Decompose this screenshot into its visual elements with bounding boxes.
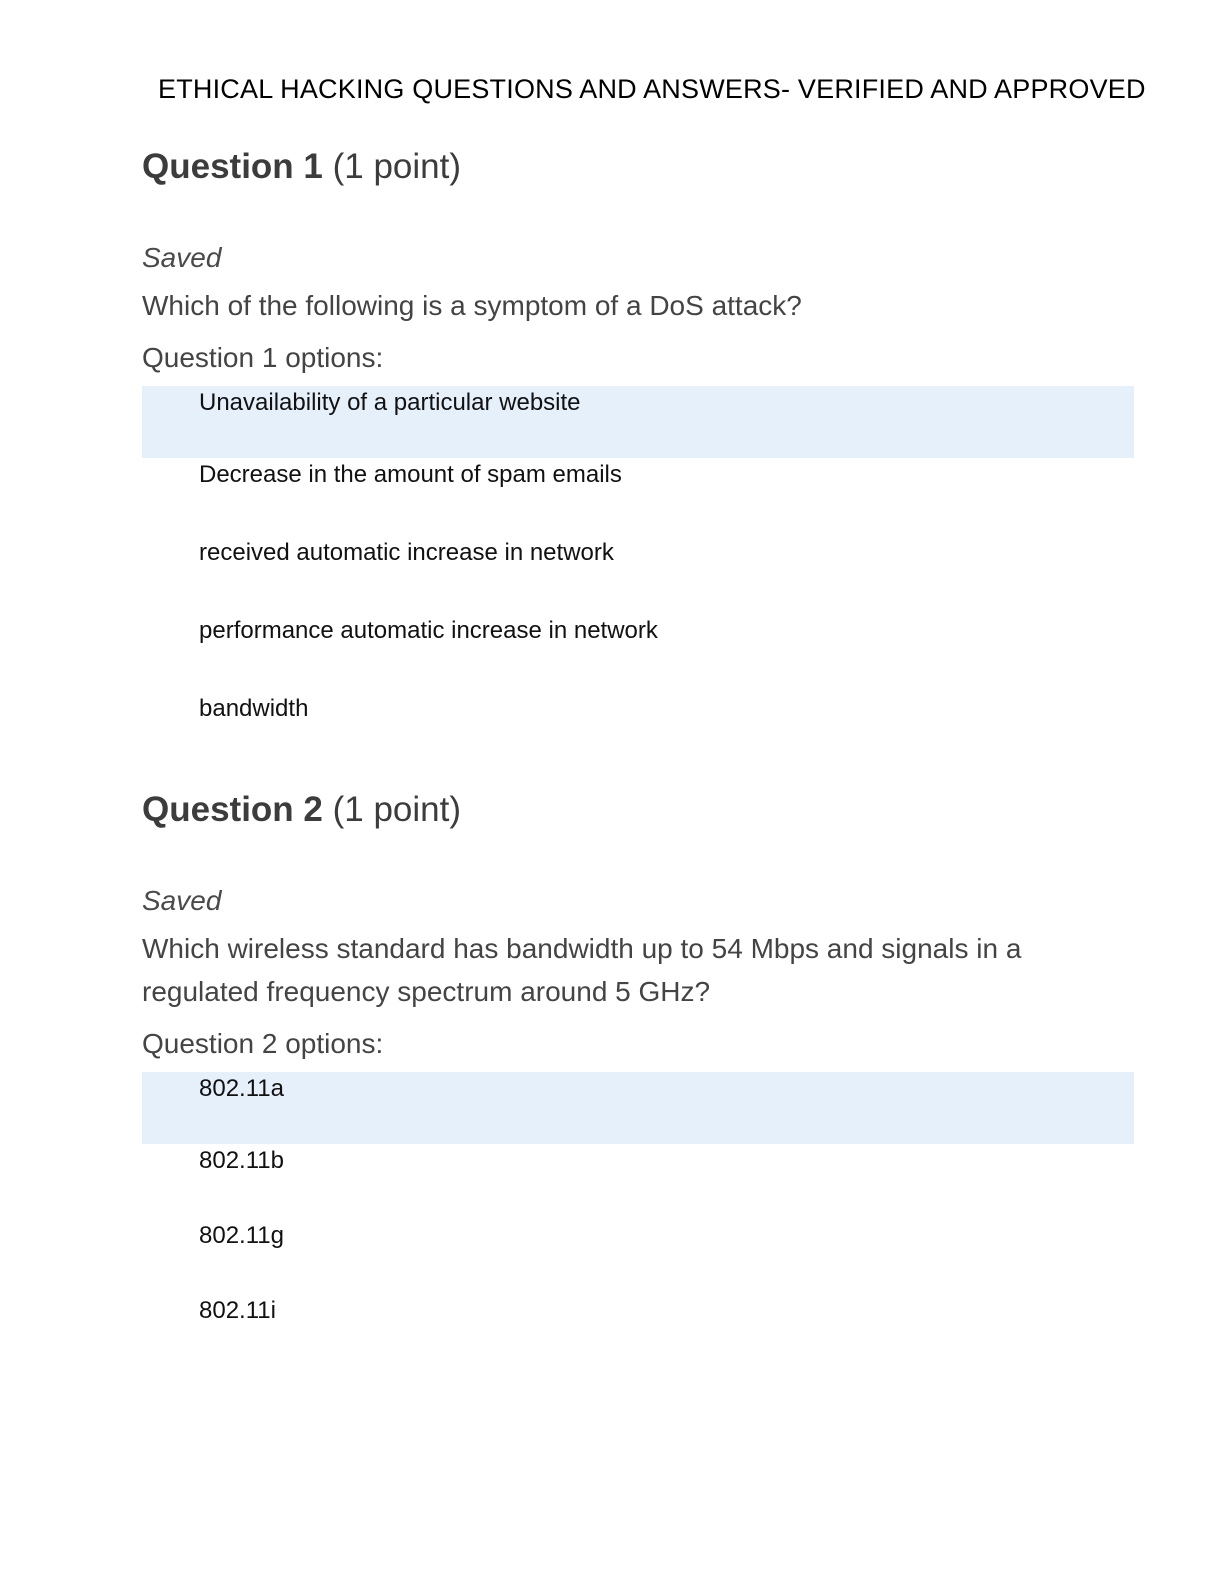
option-4[interactable]: performance automatic increase in network bbox=[199, 617, 658, 644]
question-options-label: Question 2 options: bbox=[142, 1028, 384, 1059]
question-heading bbox=[142, 789, 1134, 831]
option-1[interactable]: 802.11a bbox=[142, 1072, 1134, 1144]
option-3[interactable]: 802.11g bbox=[199, 1222, 284, 1249]
options-list bbox=[142, 1072, 1134, 1369]
option-5[interactable]: bandwidth bbox=[199, 695, 309, 722]
question-points: (1 point) bbox=[332, 147, 462, 186]
option-4[interactable]: 802.11i bbox=[199, 1297, 276, 1324]
question-heading bbox=[142, 146, 1134, 188]
question-number: Question 2 bbox=[142, 790, 323, 829]
document-title: ETHICAL HACKING QUESTIONS AND ANSWERS- VERIFIED AND APPROVED bbox=[158, 74, 1146, 104]
question-status: Saved bbox=[142, 885, 222, 916]
question-options-label: Question 1 options: bbox=[142, 342, 384, 373]
question-2 bbox=[142, 789, 1134, 1369]
question-text: Which of the following is a symptom of a DoS attack? bbox=[142, 290, 802, 321]
question-text: Which wireless standard has bandwidth up to 54 Mbps and signals in a regulated frequency spectrum around 5 GHz? bbox=[142, 933, 1022, 1007]
option-2[interactable]: 802.11b bbox=[199, 1147, 284, 1174]
options-list bbox=[142, 386, 1134, 770]
option-1[interactable]: Unavailability of a particular website bbox=[142, 386, 1134, 458]
option-3[interactable]: received automatic increase in network bbox=[199, 539, 614, 566]
question-points: (1 point) bbox=[332, 790, 462, 829]
question-1 bbox=[142, 146, 1134, 770]
option-2[interactable]: Decrease in the amount of spam emails bbox=[199, 461, 622, 488]
question-status: Saved bbox=[142, 242, 222, 273]
question-number: Question 1 bbox=[142, 147, 323, 186]
